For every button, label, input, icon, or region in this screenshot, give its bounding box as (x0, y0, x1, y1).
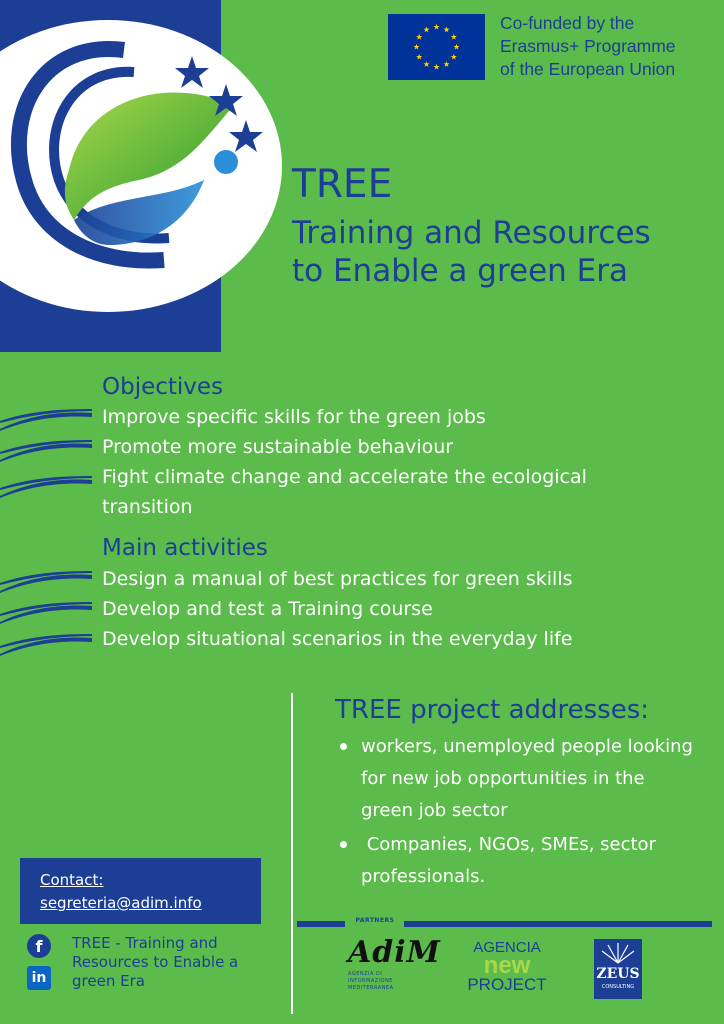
eu-line-1: Co-funded by the (500, 13, 635, 33)
agencia-line-1: AGENCIA (473, 939, 541, 956)
partners-bar (404, 921, 712, 927)
logo-circle (0, 20, 282, 312)
activity-item: Develop situational scenarios in the everyday life (102, 628, 573, 650)
contact-email-link[interactable]: segreteria@adim.info (40, 894, 202, 912)
swoosh-icon (0, 571, 92, 593)
audience-line: for new job opportunities in the (361, 768, 645, 789)
zeus-lightning-icon (594, 939, 642, 965)
eu-cofunding-text (500, 12, 720, 81)
eu-flag-icon (388, 14, 485, 80)
social-line-3: green Era (72, 972, 145, 990)
audience-heading: TREE project addresses: (335, 695, 650, 725)
tree-logo-icon (0, 20, 282, 312)
vertical-divider (291, 693, 293, 1014)
eu-star-icon (453, 44, 459, 50)
eu-flag (388, 14, 485, 80)
agencia-new-project-logo (467, 940, 547, 994)
eu-star-icon (451, 34, 457, 40)
objective-item: Fight climate change and accelerate the ecological (102, 466, 587, 488)
project-subtitle (292, 214, 712, 290)
audience-line: Companies, NGOs, SMEs, sector (361, 834, 656, 855)
audience-line: professionals. (361, 866, 486, 887)
contact-label: Contact: (40, 871, 104, 889)
adim-logo-text: AdiM (348, 935, 441, 970)
objective-item: transition (102, 496, 193, 518)
linkedin-icon[interactable]: in (27, 966, 51, 990)
subtitle-line-2: to Enable a green Era (292, 253, 628, 289)
objective-item: Improve specific skills for the green jobs (102, 406, 486, 428)
contact-block (40, 869, 202, 915)
eu-line-2: Erasmus+ Programme (500, 36, 676, 56)
facebook-icon[interactable]: f (27, 934, 51, 958)
eu-star-icon (443, 61, 449, 67)
objective-item: Promote more sustainable behaviour (102, 436, 454, 458)
bullet-icon (340, 841, 347, 848)
project-title: TREE (292, 162, 393, 207)
adim-logo-subtext: AGENZIA DI INFORMAZIONE MEDITERRANEA (348, 971, 394, 991)
audience-line: green job sector (361, 800, 508, 821)
zeus-line-2: CONSULTING (601, 984, 635, 990)
eu-star-icon (433, 64, 439, 70)
audience-item (336, 829, 716, 893)
zeus-consulting-logo (594, 939, 642, 999)
eu-star-icon (443, 26, 449, 32)
activity-item: Develop and test a Training course (102, 598, 433, 620)
swoosh-icon (0, 634, 92, 656)
agencia-line-2: new (483, 952, 531, 979)
eu-star-icon (416, 34, 422, 40)
swoosh-icon (0, 602, 92, 624)
eu-star-icon (423, 26, 429, 32)
subtitle-line-1: Training and Resources (292, 215, 651, 251)
swoosh-icon (0, 476, 92, 498)
audience-item (336, 731, 716, 827)
eu-star-icon (433, 24, 439, 30)
adim-logo (348, 935, 441, 1001)
zeus-line-1: ZEUS (596, 966, 640, 982)
eu-line-3: of the European Union (500, 59, 676, 79)
social-line-1: TREE - Training and (72, 934, 218, 952)
social-line-2: Resources to Enable a (72, 953, 239, 971)
eu-star-icon (451, 54, 457, 60)
agencia-line-3: PROJECT (467, 975, 547, 994)
audience-list (336, 731, 716, 893)
activities-heading: Main activities (102, 535, 268, 561)
eu-star-icon (423, 61, 429, 67)
eu-star-icon (416, 54, 422, 60)
swoosh-icon (0, 409, 92, 431)
swoosh-icon (0, 440, 92, 462)
partners-bar (297, 921, 345, 927)
audience-line: workers, unemployed people looking (361, 736, 693, 757)
social-page-name (72, 934, 262, 991)
activity-item: Design a manual of best practices for green skills (102, 568, 573, 590)
partners-label: PARTNERS (355, 917, 395, 924)
bullet-icon (340, 743, 347, 750)
objectives-heading: Objectives (102, 374, 224, 400)
eu-star-icon (413, 44, 419, 50)
